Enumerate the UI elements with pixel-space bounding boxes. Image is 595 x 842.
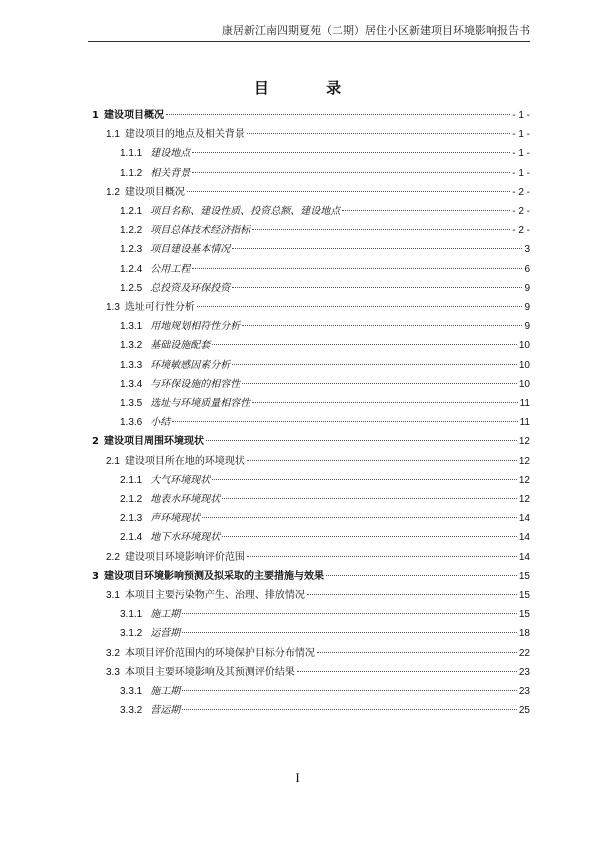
- dot-leader: [247, 460, 517, 461]
- toc-entry-number: 3.1: [106, 590, 120, 601]
- toc-entry-number: 1.1.2: [120, 167, 143, 179]
- dot-leader: [326, 575, 517, 576]
- toc-entry-number: 1.3.4: [120, 378, 143, 390]
- toc-entry-label: 选址与环境质量相容性: [150, 398, 251, 409]
- toc-entry: [106, 665, 530, 681]
- toc-entry: [120, 607, 530, 623]
- page-number: I: [295, 770, 300, 785]
- toc-entry-page: - 1 -: [512, 129, 530, 141]
- dot-leader: [232, 364, 517, 365]
- toc-entry-number: 1: [92, 110, 99, 121]
- dot-leader: [182, 709, 517, 710]
- toc-entry: [120, 319, 530, 335]
- dot-leader: [197, 306, 523, 307]
- toc-entry-label: 公用工程: [150, 263, 191, 275]
- toc-entry-label: 环境敏感因素分析: [150, 359, 231, 371]
- toc-entry-number: 1.3.3: [120, 359, 143, 371]
- toc-entry-page: 12: [518, 436, 530, 448]
- toc-entry-label: 建设地点: [150, 148, 191, 160]
- toc-entry: [120, 511, 530, 527]
- toc-entry: [92, 108, 530, 124]
- toc-entry: [106, 127, 530, 143]
- toc-entry-number: 3.1.1: [120, 609, 143, 621]
- toc-entry-page: 12: [518, 474, 530, 486]
- dot-leader: [242, 325, 522, 326]
- toc-entry-number: 1.2.3: [120, 244, 143, 256]
- toc-entry: [106, 454, 530, 470]
- toc-entry-number: 3.3.1: [120, 686, 143, 697]
- dot-leader: [222, 498, 517, 499]
- toc-entry-label: 本项目主要污染物产生、治理、排放情况: [124, 590, 305, 601]
- toc-entry-number: 2.1.2: [120, 494, 143, 505]
- dot-leader: [252, 229, 510, 230]
- toc-entry-label: 与环保设施的相容性: [150, 378, 241, 390]
- toc-entry-number: 1.3.6: [120, 417, 143, 429]
- toc-entry-page: 9: [524, 282, 530, 294]
- toc-entry-number: 3: [92, 570, 99, 582]
- toc-entry-number: 2.1: [106, 455, 120, 467]
- toc-entry-page: 23: [518, 666, 530, 678]
- toc-entry: [120, 626, 530, 642]
- toc-entry-page: 10: [518, 340, 530, 352]
- toc-entry-number: 1.3.1: [120, 321, 143, 333]
- dot-leader: [182, 690, 517, 691]
- toc-entry-number: 3.1.2: [120, 628, 143, 640]
- dot-leader: [172, 421, 517, 422]
- toc-entry-page: - 1 -: [512, 110, 530, 121]
- toc-entry-page: 18: [518, 628, 530, 640]
- toc-entry: [120, 262, 530, 278]
- toc-entry-label: 基础设施配套: [150, 340, 211, 352]
- toc-entry-label: 建设项目环境影响评价范围: [124, 551, 245, 563]
- toc-entry: [92, 569, 530, 585]
- toc-entry-label: 相关背景: [150, 167, 191, 179]
- toc-entry-number: 3.3.2: [120, 705, 143, 717]
- toc-entry-number: 3.3: [106, 666, 120, 678]
- toc-entry-page: 22: [518, 647, 530, 659]
- toc-entry-number: 2.1.1: [120, 474, 143, 486]
- toc-entry: [120, 473, 530, 489]
- toc-entry: [120, 530, 530, 546]
- dot-leader: [202, 517, 517, 518]
- dot-leader: [166, 114, 510, 115]
- toc-entry-number: 2.1.4: [120, 532, 143, 544]
- dot-leader: [187, 191, 510, 192]
- dot-leader: [307, 594, 517, 595]
- toc-entry-label: 运营期: [150, 628, 181, 640]
- toc-entry: [120, 377, 530, 393]
- toc-entry-page: 15: [518, 570, 530, 582]
- dot-leader: [192, 268, 522, 269]
- toc-entry-page: 9: [524, 321, 530, 333]
- toc-entry-label: 小结: [150, 417, 171, 429]
- toc-entry-page: 6: [524, 263, 530, 275]
- toc-entry-page: - 2 -: [512, 225, 530, 237]
- toc-entry-label: 总投资及环保投资: [150, 282, 231, 294]
- toc-entry-number: 2.2: [106, 551, 120, 563]
- toc-entry: [106, 646, 530, 662]
- toc-entry-label: 建设项目概况: [124, 186, 185, 198]
- toc-title: 目 录: [253, 79, 368, 97]
- dot-leader: [247, 556, 517, 557]
- toc-entry: [92, 434, 530, 450]
- toc-entry-page: 11: [519, 398, 530, 409]
- dot-leader: [232, 287, 522, 288]
- toc-entry: [106, 550, 530, 566]
- toc-entry-page: 9: [524, 302, 530, 313]
- toc-entry-label: 施工期: [150, 609, 181, 621]
- dot-leader: [297, 671, 517, 672]
- toc-entry: [106, 300, 530, 316]
- toc-entry-label: 建设项目的地点及相关背景: [124, 129, 245, 141]
- toc-entry-number: 1.2.1: [120, 206, 143, 217]
- dot-leader: [252, 402, 517, 403]
- toc-entry-number: 1.2: [106, 186, 120, 198]
- toc-entry-number: 1.1.1: [120, 148, 143, 160]
- toc-entry-page: 14: [518, 513, 530, 525]
- toc-entry-page: 25: [518, 705, 530, 717]
- dot-leader: [342, 210, 510, 211]
- toc-entry-label: 营运期: [150, 705, 181, 717]
- dot-leader: [212, 479, 517, 480]
- toc-entry-page: - 2 -: [512, 186, 530, 198]
- dot-leader: [192, 172, 510, 173]
- toc-entry-page: 23: [518, 686, 530, 697]
- toc-entry: [120, 338, 530, 354]
- toc-entry: [120, 146, 530, 162]
- toc-entry-label: 用地规划相符性分析: [150, 321, 241, 333]
- toc-entry-label: 声环境现状: [150, 513, 201, 525]
- dot-leader: [192, 152, 510, 153]
- toc-entry-label: 建设项目概况: [103, 110, 164, 121]
- running-header: 康居新江南四期夏苑（二期）居住小区新建项目环境影响报告书: [222, 24, 530, 37]
- toc-entry-label: 地下水环境现状: [150, 532, 221, 544]
- toc-entry: [120, 492, 530, 508]
- toc-entry-label: 本项目主要环境影响及其预测评价结果: [124, 666, 295, 678]
- toc-entry: [120, 204, 530, 220]
- toc-entry-number: 1.2.4: [120, 263, 143, 275]
- toc-entry-label: 建设项目周围环境现状: [103, 436, 204, 448]
- toc-entry: [120, 281, 530, 297]
- toc-entry: [120, 396, 530, 412]
- toc-entry-page: 15: [518, 590, 530, 601]
- toc-entry-page: 14: [518, 532, 530, 544]
- toc-entry-page: 10: [518, 359, 530, 371]
- toc-entry-label: 项目名称、建设性质、投资总额、建设地点: [150, 206, 341, 217]
- toc-entry-page: 11: [519, 417, 530, 429]
- dot-leader: [206, 440, 517, 441]
- toc-entry: [120, 358, 530, 374]
- toc-entry-label: 地表水环境现状: [150, 494, 221, 505]
- dot-leader: [242, 383, 517, 384]
- toc-entry-label: 项目总体技术经济指标: [150, 225, 251, 237]
- toc-entry: [120, 684, 530, 700]
- toc-entry-page: 12: [518, 455, 530, 467]
- toc-entry: [120, 415, 530, 431]
- toc-entry-label: 建设项目环境影响预测及拟采取的主要措施与效果: [103, 570, 324, 582]
- toc-entry-page: 14: [518, 551, 530, 563]
- dot-leader: [182, 632, 517, 633]
- dot-leader: [317, 652, 517, 653]
- toc-entry: [106, 185, 530, 201]
- toc-entry-page: 3: [524, 244, 530, 256]
- dot-leader: [182, 613, 517, 614]
- toc-entry-label: 本项目评价范围内的环境保护目标分布情况: [124, 647, 315, 659]
- toc-entry: [120, 703, 530, 719]
- toc-entry-label: 大气环境现状: [150, 474, 211, 486]
- toc-entry-number: 1.3: [106, 302, 120, 313]
- toc-entry-number: 1.3.2: [120, 340, 143, 352]
- toc-entry-page: - 2 -: [512, 206, 530, 217]
- dot-leader: [232, 248, 522, 249]
- toc-entry-number: 1.1: [106, 129, 120, 141]
- dot-leader: [212, 344, 517, 345]
- toc-entry-number: 1.2.5: [120, 282, 143, 294]
- header-rule: [88, 41, 530, 42]
- dot-leader: [222, 536, 517, 537]
- toc-entry-page: - 1 -: [512, 167, 530, 179]
- dot-leader: [247, 133, 510, 134]
- toc-entry-page: 15: [518, 609, 530, 621]
- toc-entry: [120, 223, 530, 239]
- toc-entry-label: 选址可行性分析: [124, 302, 195, 313]
- toc-entry-label: 施工期: [150, 686, 181, 697]
- toc-entry-page: 10: [518, 378, 530, 390]
- toc-entry-label: 项目建设基本情况: [150, 244, 231, 256]
- toc-entry-number: 2: [92, 436, 99, 448]
- toc-entry: [120, 166, 530, 182]
- toc-entry-number: 1.2.2: [120, 225, 143, 237]
- toc-entry-number: 1.3.5: [120, 398, 143, 409]
- toc-entry-number: 3.2: [106, 647, 120, 659]
- toc-entry-page: 12: [518, 494, 530, 505]
- toc-entry: [120, 242, 530, 258]
- toc-entry-label: 建设项目所在地的环境现状: [124, 455, 245, 467]
- toc-entry: [106, 588, 530, 604]
- toc-entry-page: - 1 -: [512, 148, 530, 160]
- toc-entry-number: 2.1.3: [120, 513, 143, 525]
